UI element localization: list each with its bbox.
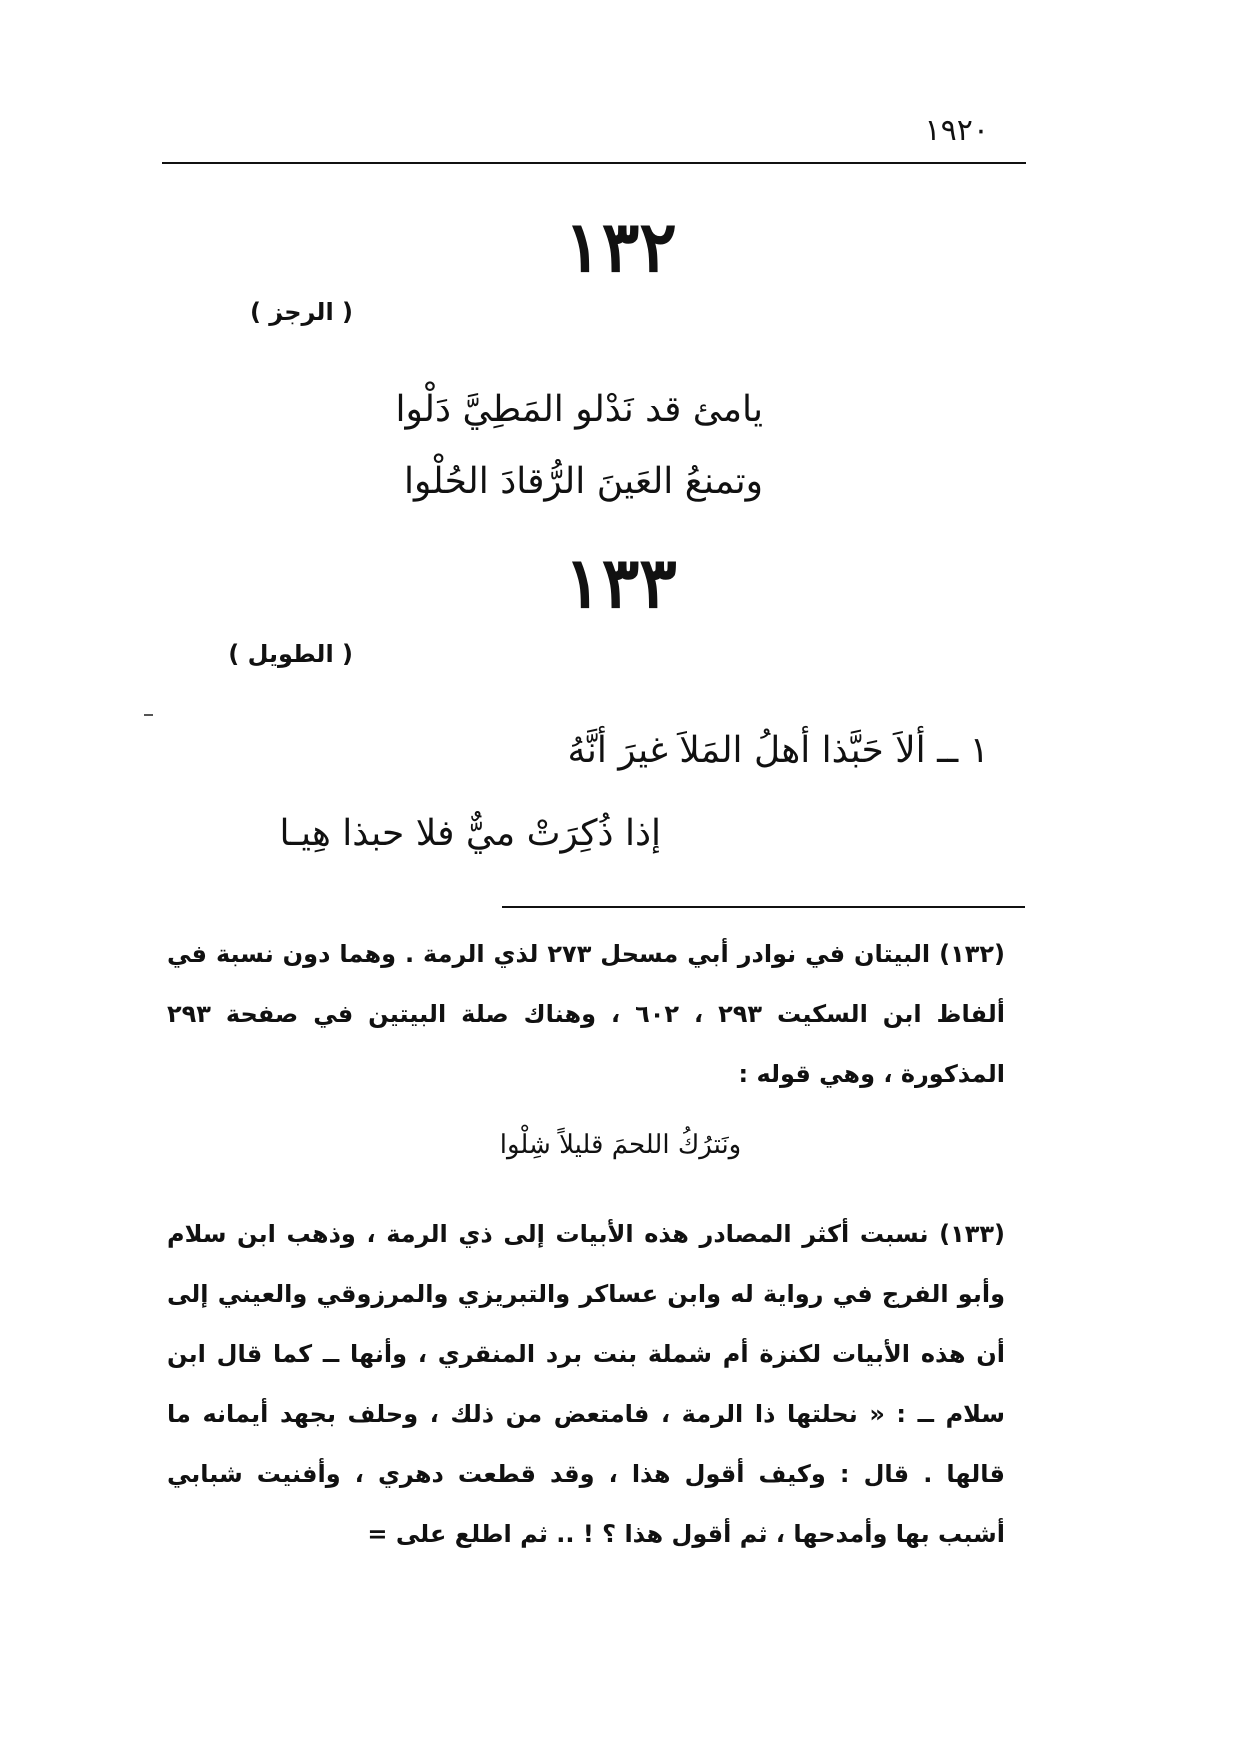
verse-second-hemistich: إذا ذُكِرَتْ ميٌّ فلا حبذا هِيـا xyxy=(279,813,661,854)
poem-meter: ( الرجز ) xyxy=(249,298,353,326)
footnote-verse: ونَترُكُ اللحمَ قليلاً شِلْوا xyxy=(499,1130,742,1160)
poem-meter: ( الطويل ) xyxy=(228,640,353,668)
verse-first-hemistich: ١ ــ ألاَ حَبَّذا أهلُ المَلاَ غيرَ أنَّهُ xyxy=(567,730,989,771)
margin-mark xyxy=(144,714,153,716)
footnote-132: (١٣٢) البيتان في نوادر أبي مسحل ٢٧٣ لذي الرمة . وهما دون نسبة في ألفاظ ابن السكيت ٢٩٣ ، ٦٠٢ ، وهناك صلة البيتين في صفحة ٢٩٣ المذكورة ، وهي قوله : xyxy=(167,940,1006,1088)
poem-number: ١٣٣ xyxy=(564,541,677,624)
verse-line: وتمنعُ العَينَ الرُّقادَ الحُلْوا xyxy=(404,461,763,502)
header-rule xyxy=(162,162,1026,164)
footnote-133: (١٣٣) نسبت أكثر المصادر هذه الأبيات إلى ذي الرمة ، وذهب ابن سلام وأبو الفرج في رواية له وابن عساكر والتبريزي والمرزوقي والعيني إلى أن هذه الأبيات لكنزة أم شملة بنت برد المنقري ، وأنها ــ كما قال ابن سلام ــ : « نحلتها ذا الرمة ، فامتعض من ذلك ، وحلف بجهد أيمانه ما قالها . قال : وكيف أقول هذا ، وقد قطعت دهري ، وأفنيت شبابي أشبب بها وأمدحها ، ثم أقول هذا ؟ ! .. ثم اطلع على = xyxy=(167,1220,1005,1548)
verse-line: يامئ قد نَدْلو المَطِيَّ دَلْوا xyxy=(395,389,763,430)
poem-number: ١٣٢ xyxy=(564,205,677,288)
page-number: ١٩٢٠ xyxy=(924,113,989,148)
footnote-rule xyxy=(502,906,1025,908)
